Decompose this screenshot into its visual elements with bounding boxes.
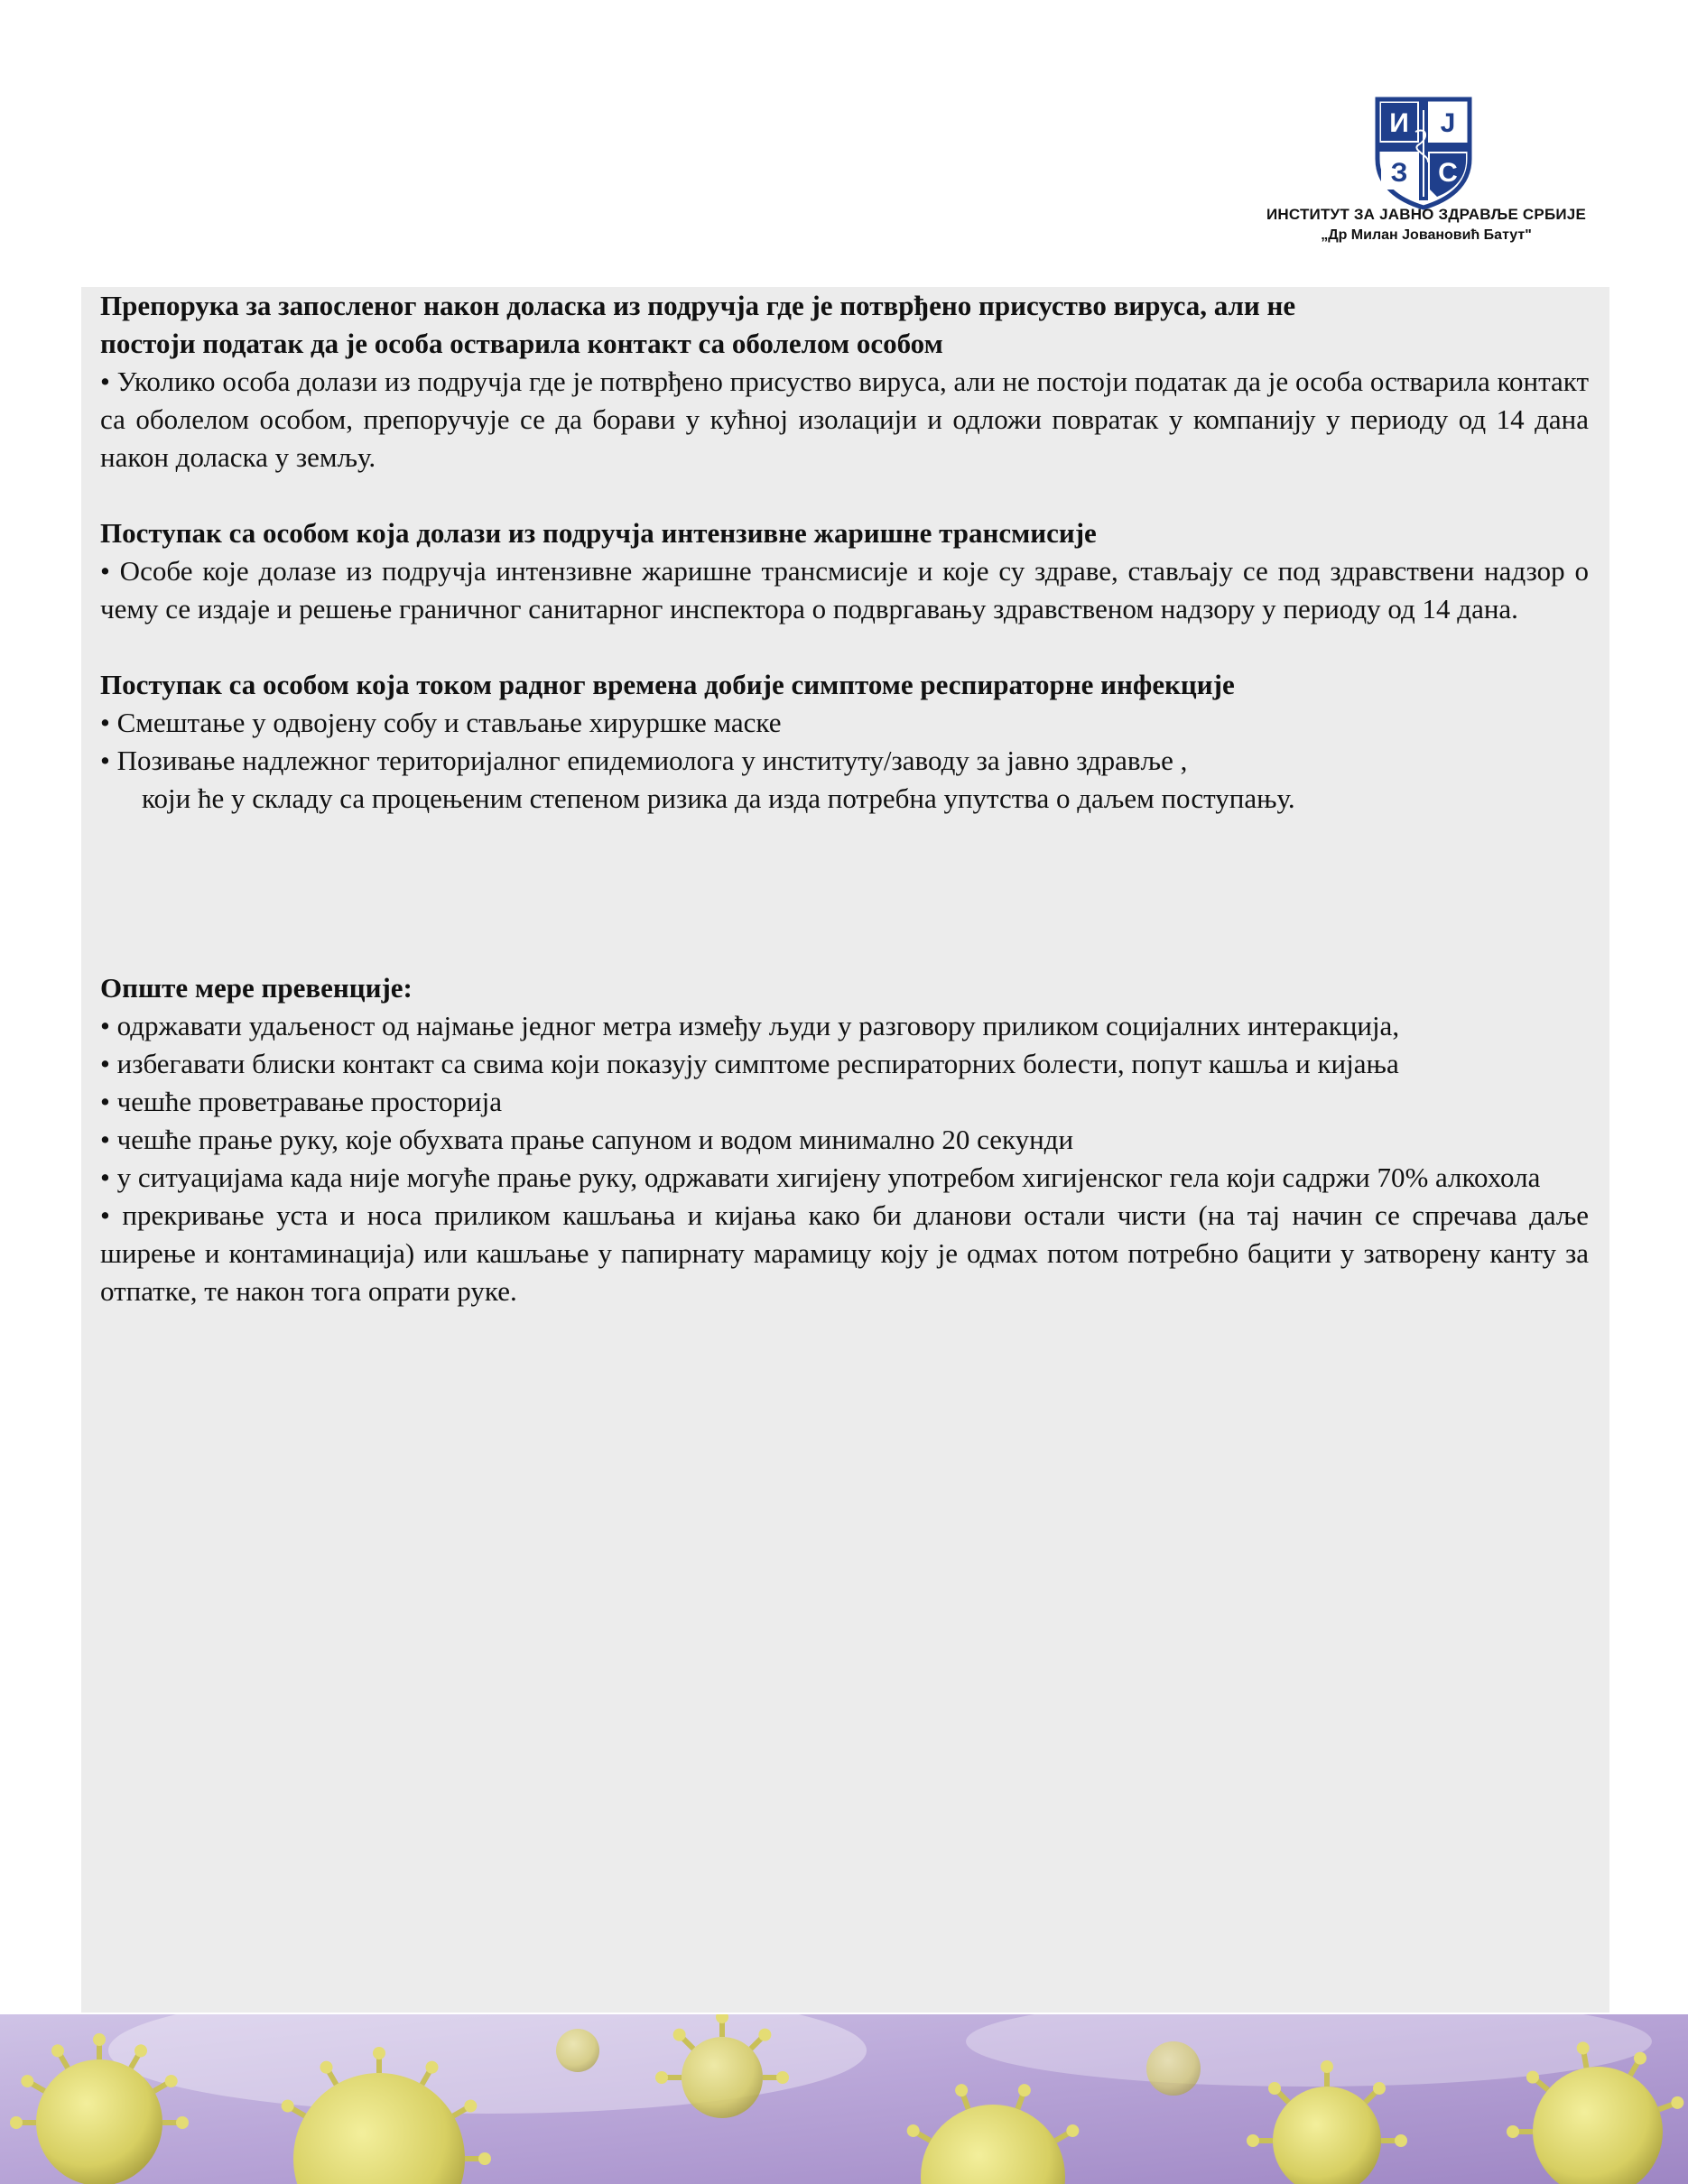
section-title: Опште мере превенције: bbox=[100, 972, 413, 1004]
shield-emblem-icon bbox=[1374, 96, 1473, 211]
virus-illustration-band bbox=[0, 2014, 1688, 2184]
logo-letter-2: Ј bbox=[1440, 108, 1456, 138]
section-title: Препорука за запосленог након доласка из подручја где је потврђено присуство вируса, али не bbox=[100, 290, 1296, 321]
institute-logo bbox=[1264, 79, 1589, 264]
list-item: • избегавати блиски контакт са свима који показују симптоме респираторних болести, попут кашља и кијања bbox=[100, 1048, 1399, 1079]
spacer bbox=[100, 818, 1589, 969]
section-title: Поступак са особом која долази из подручја интензивне жаришне трансмисије bbox=[100, 517, 1097, 549]
list-item: • у ситуацијама када није могуће прање руку, одржавати хигијену употребом хигијенског гела који садржи 70% алкохола bbox=[100, 1161, 1541, 1193]
list-item: • чешће прање руку, које обухвата прање сапуном и водом минимално 20 секунди bbox=[100, 1124, 1074, 1155]
list-item: • Особе које долазе из подручја интензивне жаришне трансмисије и које су здраве, стављају се под здравствени надзор о чему се издаје и решење граничног санитарног инспектора о подвргавању здравственом надзору у периоду од 14 дана. bbox=[100, 555, 1589, 625]
list-item: • чешће проветравање просторија bbox=[100, 1086, 502, 1117]
institute-name: ИНСТИТУТ ЗА ЈАВНО ЗДРАВЉЕ СРБИЈЕ bbox=[1266, 206, 1586, 223]
section-symptoms-at-work bbox=[100, 666, 1589, 818]
logo-letter-1: И bbox=[1389, 108, 1409, 138]
spacer bbox=[100, 477, 1589, 514]
section-employee-return bbox=[100, 287, 1589, 477]
spacer bbox=[100, 628, 1589, 666]
section-intensive-transmission bbox=[100, 514, 1589, 628]
list-item: • прекривање уста и носа приликом кашљања и кијања како би дланови остали чисти (на тај начин се спречава даље ширење и контаминација) или кашљање у папирнату марамицу коју је одмах потом потребно бацити у затворену канту за отпатке, те након тога опрати руке. bbox=[100, 1199, 1589, 1307]
list-item: • Уколико особа долази из подручја где је потврђено присуство вируса, али не постоји податак да је особа остварила контакт са оболелом особом, препоручује се да борави у кућној изолацији и одложи повратак у компанију у периоду од 14 дана након доласка у земљу. bbox=[100, 366, 1589, 473]
virus-illustration-icon bbox=[0, 2014, 1688, 2184]
document-body bbox=[100, 287, 1589, 1310]
list-item: • Позивање надлежног територијалног епидемиолога у институту/заводу за јавно здравље , bbox=[100, 745, 1188, 776]
list-item: • Смештање у одвојену собу и стављање хируршке маске bbox=[100, 707, 782, 738]
list-item: • одржавати удаљеност од најмање једног метра између људи у разговору приликом социјалних интеракција, bbox=[100, 1010, 1400, 1041]
list-item-continuation: који ће у складу са процењеним степеном ризика да изда потребна упутства о даљем поступању. bbox=[142, 782, 1295, 814]
logo-letter-3: З bbox=[1390, 158, 1408, 188]
section-title: Поступак са особом која током радног времена добије симптоме респираторне инфекције bbox=[100, 669, 1235, 700]
section-general-prevention bbox=[100, 969, 1589, 1310]
section-title-cont: постоји податак да је особа остварила контакт са оболелом особом bbox=[100, 328, 943, 359]
logo-letter-4: С bbox=[1438, 158, 1458, 188]
institute-subtitle: „Др Милан Јовановић Батут" bbox=[1321, 227, 1532, 243]
